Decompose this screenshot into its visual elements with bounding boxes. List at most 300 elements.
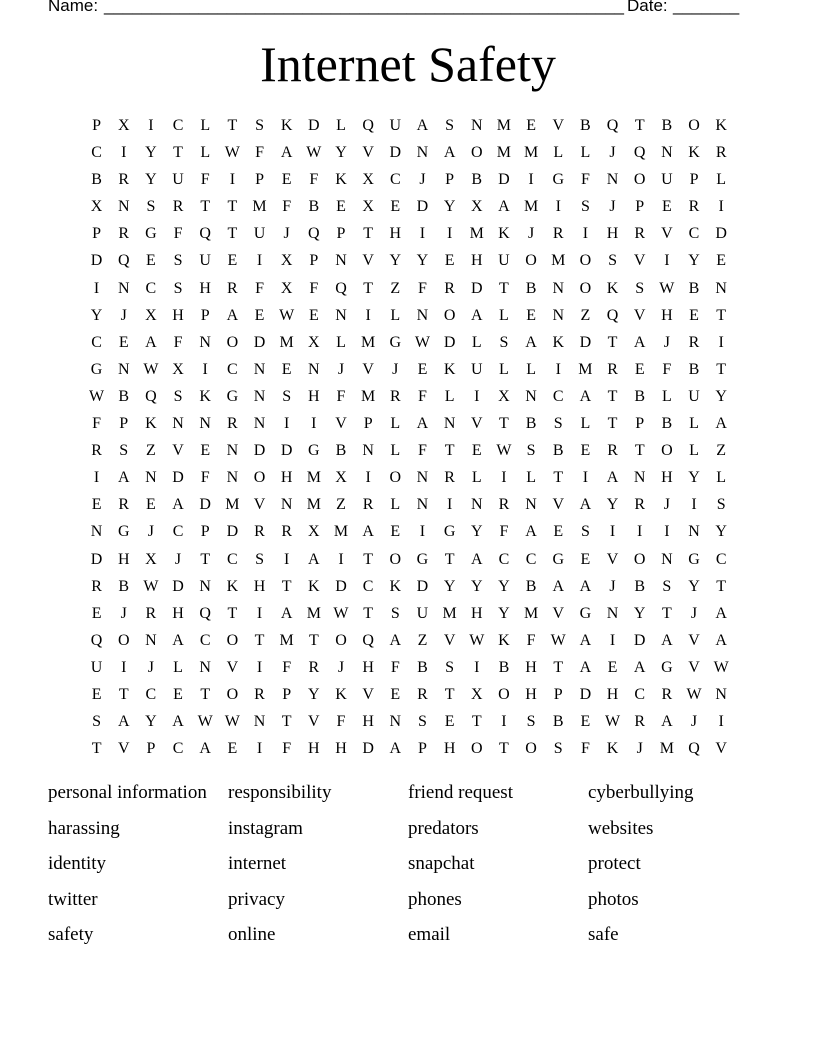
- grid-row: [83, 491, 735, 518]
- grid-letter: N: [199, 577, 211, 595]
- grid-letter: P: [635, 198, 645, 216]
- grid-letter: D: [253, 442, 266, 460]
- grid-letter: T: [634, 117, 645, 134]
- grid-letter: K: [335, 685, 347, 703]
- grid-letter: H: [199, 279, 211, 297]
- grid-letter: N: [416, 469, 429, 487]
- grid-letter: F: [200, 171, 210, 189]
- grid-letter: F: [173, 333, 183, 351]
- grid-letter: C: [227, 550, 238, 568]
- grid-letter: B: [552, 713, 564, 731]
- grid-letter: S: [553, 415, 563, 433]
- grid-letter: Q: [199, 225, 211, 243]
- grid-row: [83, 627, 735, 654]
- grid-letter: U: [253, 225, 266, 243]
- word-bank-item: phones: [408, 888, 462, 910]
- grid-letter: H: [280, 469, 293, 487]
- word-bank-item: protect: [588, 853, 641, 875]
- grid-letter: S: [526, 442, 536, 460]
- grid-letter: G: [416, 550, 429, 568]
- grid-letter: V: [362, 685, 374, 703]
- grid-letter: S: [390, 604, 400, 622]
- grid-letter: A: [525, 333, 537, 351]
- grid-letter: T: [716, 306, 727, 324]
- grid-letter: C: [525, 550, 537, 568]
- grid-letter: E: [390, 198, 401, 216]
- grid-letter: M: [252, 198, 267, 216]
- grid-letter: P: [418, 740, 427, 758]
- grid-letter: W: [469, 631, 485, 649]
- grid-letter: S: [445, 658, 455, 676]
- grid-letter: I: [555, 360, 561, 378]
- grid-letter: Y: [389, 252, 402, 270]
- grid-letter: M: [496, 144, 512, 162]
- grid-letter: A: [606, 469, 619, 487]
- grid-letter: T: [499, 740, 509, 758]
- grid-letter: P: [689, 171, 699, 189]
- grid-letter: N: [280, 496, 293, 514]
- grid-letter: Z: [417, 631, 428, 649]
- grid-letter: C: [172, 523, 184, 541]
- grid-letter: F: [200, 469, 210, 487]
- grid-letter: E: [173, 685, 183, 703]
- grid-letter: N: [199, 658, 211, 676]
- grid-letter: N: [552, 306, 565, 324]
- word-bank-item: websites: [588, 817, 654, 839]
- grid-letter: Z: [580, 306, 591, 324]
- grid-letter: O: [226, 631, 239, 649]
- grid-letter: A: [389, 740, 402, 758]
- word-bank-item: safety: [48, 924, 94, 946]
- grid-letter: Y: [145, 713, 157, 731]
- grid-letter: E: [281, 171, 292, 189]
- grid-letter: E: [417, 360, 428, 378]
- word-bank-item: predators: [408, 817, 479, 839]
- grid-letter: O: [525, 740, 537, 758]
- grid-letter: M: [659, 740, 674, 758]
- grid-letter: X: [308, 523, 320, 541]
- grid-letter: H: [661, 306, 673, 324]
- grid-letter: X: [362, 198, 374, 216]
- grid-letter: D: [362, 740, 374, 758]
- grid-letter: E: [689, 306, 699, 324]
- grid-letter: F: [418, 387, 427, 405]
- grid-letter: O: [661, 442, 673, 460]
- grid-letter: R: [227, 279, 238, 297]
- grid-letter: I: [637, 523, 643, 541]
- grid-letter: A: [280, 144, 293, 162]
- grid-letter: R: [254, 685, 265, 703]
- grid-letter: S: [580, 198, 590, 216]
- grid-letter: D: [633, 631, 646, 649]
- grid-letter: I: [718, 333, 724, 351]
- grid-letter: B: [525, 415, 537, 433]
- grid-letter: T: [444, 442, 455, 460]
- grid-letter: L: [390, 496, 401, 514]
- grid-letter: A: [172, 496, 184, 514]
- grid-letter: S: [173, 252, 183, 270]
- grid-letter: M: [306, 469, 321, 487]
- grid-letter: H: [172, 306, 184, 324]
- grid-letter: D: [579, 685, 592, 703]
- grid-letter: D: [253, 333, 266, 351]
- grid-letter: C: [145, 279, 157, 297]
- grid-letter: K: [280, 117, 293, 134]
- grid-letter: H: [362, 658, 374, 676]
- grid-letter: A: [525, 523, 537, 541]
- grid-letter: O: [633, 171, 646, 189]
- grid-letter: J: [337, 658, 345, 676]
- grid-letter: J: [609, 144, 616, 162]
- grid-letter: T: [607, 387, 618, 405]
- grid-letter: E: [390, 685, 401, 703]
- grid-letter: L: [471, 333, 482, 351]
- grid-row: [83, 600, 735, 627]
- grid-letter: E: [526, 306, 536, 324]
- grid-letter: N: [253, 415, 266, 433]
- grid-letter: I: [474, 387, 480, 405]
- grid-letter: U: [498, 252, 510, 270]
- grid-letter: N: [117, 198, 130, 216]
- grid-letter: I: [528, 171, 534, 189]
- grid-letter: A: [172, 631, 184, 649]
- grid-letter: X: [335, 469, 347, 487]
- grid-letter: Y: [145, 144, 157, 162]
- grid-letter: Q: [362, 631, 374, 649]
- grid-letter: O: [443, 306, 456, 324]
- grid-letter: L: [689, 442, 699, 460]
- grid-row: [83, 681, 735, 708]
- date-line: _______: [673, 0, 740, 15]
- grid-letter: T: [363, 604, 374, 622]
- grid-letter: W: [550, 631, 566, 649]
- grid-letter: D: [443, 333, 456, 351]
- grid-letter: I: [148, 117, 154, 134]
- grid-letter: S: [146, 198, 156, 216]
- grid-letter: M: [306, 604, 321, 622]
- grid-letter: T: [661, 604, 672, 622]
- grid-letter: E: [553, 523, 564, 541]
- grid-letter: D: [226, 523, 239, 541]
- grid-row: [83, 410, 735, 437]
- grid-letter: M: [523, 604, 539, 622]
- grid-letter: K: [443, 360, 456, 378]
- grid-letter: M: [361, 387, 376, 405]
- grid-letter: E: [580, 442, 591, 460]
- grid-letter: Y: [90, 306, 103, 324]
- grid-letter: P: [635, 415, 645, 433]
- grid-letter: H: [606, 225, 619, 243]
- grid-letter: J: [663, 333, 670, 351]
- grid-letter: E: [146, 252, 156, 270]
- grid-letter: F: [580, 171, 590, 189]
- grid-letter: W: [224, 713, 240, 731]
- grid-letter: F: [309, 279, 319, 297]
- grid-letter: W: [143, 577, 159, 595]
- grid-letter: M: [361, 333, 376, 351]
- grid-letter: Q: [606, 117, 619, 134]
- grid-letter: L: [580, 415, 591, 433]
- grid-letter: V: [308, 713, 320, 731]
- grid-letter: A: [715, 604, 727, 622]
- grid-letter: I: [256, 740, 263, 758]
- grid-letter: C: [715, 550, 727, 568]
- grid-letter: C: [362, 577, 374, 595]
- grid-letter: U: [661, 171, 673, 189]
- grid-letter: F: [526, 631, 536, 649]
- grid-letter: G: [688, 550, 700, 568]
- grid-letter: Z: [146, 442, 156, 460]
- grid-letter: E: [254, 306, 265, 324]
- grid-letter: Q: [199, 604, 211, 622]
- grid-letter: X: [172, 360, 184, 378]
- grid-letter: D: [470, 279, 483, 297]
- grid-letter: S: [173, 279, 183, 297]
- grid-letter: L: [580, 144, 591, 162]
- grid-letter: G: [308, 442, 320, 460]
- grid-letter: L: [471, 469, 482, 487]
- grid-letter: I: [718, 713, 724, 731]
- grid-letter: I: [609, 523, 616, 541]
- grid-letter: D: [335, 577, 347, 595]
- grid-letter: V: [688, 631, 700, 649]
- grid-letter: O: [688, 117, 700, 134]
- grid-letter: K: [715, 117, 727, 134]
- grid-letter: V: [362, 144, 374, 162]
- grid-letter: P: [363, 415, 373, 433]
- grid-letter: F: [390, 658, 400, 676]
- grid-letter: N: [145, 631, 157, 649]
- grid-letter: K: [552, 333, 565, 351]
- grid-letter: R: [552, 225, 564, 243]
- grid-letter: E: [580, 713, 591, 731]
- grid-letter: D: [199, 496, 211, 514]
- grid-letter: T: [254, 631, 265, 649]
- grid-letter: B: [498, 658, 510, 676]
- grid-letter: R: [688, 198, 700, 216]
- grid-letter: D: [416, 198, 429, 216]
- grid-letter: V: [172, 442, 184, 460]
- grid-letter: S: [418, 713, 427, 731]
- grid-letter: C: [172, 117, 184, 134]
- grid-letter: L: [444, 387, 455, 405]
- grid-letter: X: [470, 685, 483, 703]
- grid-letter: H: [335, 740, 347, 758]
- grid-row: [83, 437, 735, 464]
- grid-letter: S: [255, 117, 264, 134]
- grid-letter: R: [661, 685, 673, 703]
- grid-letter: F: [282, 658, 292, 676]
- grid-letter: O: [117, 631, 130, 649]
- grid-letter: R: [688, 333, 700, 351]
- grid-letter: F: [255, 279, 264, 297]
- grid-letter: A: [416, 117, 429, 134]
- grid-row: [83, 356, 735, 383]
- grid-letter: I: [93, 279, 100, 297]
- worksheet-header: [48, 0, 748, 20]
- grid-letter: L: [390, 415, 401, 433]
- grid-row: [83, 708, 735, 735]
- grid-letter: J: [636, 740, 643, 758]
- grid-letter: M: [442, 604, 457, 622]
- grid-letter: X: [308, 333, 320, 351]
- grid-letter: U: [199, 252, 211, 270]
- grid-letter: T: [363, 279, 374, 297]
- grid-letter: I: [664, 523, 670, 541]
- grid-letter: V: [552, 496, 565, 514]
- grid-letter: P: [146, 740, 156, 758]
- grid-letter: D: [498, 171, 510, 189]
- grid-letter: Y: [688, 577, 700, 595]
- grid-letter: A: [579, 631, 592, 649]
- grid-letter: S: [635, 279, 645, 297]
- grid-letter: U: [172, 171, 184, 189]
- grid-letter: O: [498, 685, 510, 703]
- grid-letter: H: [172, 604, 184, 622]
- grid-letter: D: [308, 117, 320, 134]
- grid-letter: N: [389, 713, 402, 731]
- grid-letter: T: [716, 577, 727, 595]
- grid-letter: A: [443, 144, 456, 162]
- grid-letter: N: [335, 306, 347, 324]
- grid-letter: O: [389, 550, 402, 568]
- grid-letter: A: [199, 740, 211, 758]
- grid-letter: O: [389, 469, 402, 487]
- grid-letter: T: [173, 144, 183, 162]
- grid-letter: H: [606, 685, 619, 703]
- grid-letter: V: [715, 740, 727, 758]
- grid-letter: G: [226, 387, 239, 405]
- grid-letter: M: [469, 225, 484, 243]
- grid-letter: T: [607, 415, 618, 433]
- grid-letter: B: [308, 198, 320, 216]
- grid-letter: A: [362, 523, 374, 541]
- grid-letter: D: [280, 442, 293, 460]
- grid-letter: A: [416, 415, 429, 433]
- grid-letter: U: [389, 117, 402, 134]
- grid-letter: I: [582, 225, 589, 243]
- grid-letter: E: [526, 117, 536, 134]
- word-bank-item: internet: [228, 853, 287, 875]
- grid-letter: T: [444, 685, 455, 703]
- grid-letter: R: [634, 713, 646, 731]
- page-title: Internet Safety: [260, 36, 556, 92]
- grid-letter: P: [553, 685, 563, 703]
- grid-letter: N: [308, 360, 320, 378]
- word-bank-item: online: [228, 924, 276, 946]
- grid-letter: A: [280, 604, 293, 622]
- grid-letter: N: [416, 496, 429, 514]
- grid-letter: J: [609, 577, 616, 595]
- grid-letter: C: [172, 740, 184, 758]
- grid-letter: B: [525, 577, 537, 595]
- grid-letter: T: [200, 685, 211, 703]
- grid-letter: B: [118, 577, 130, 595]
- grid-letter: S: [92, 713, 102, 731]
- grid-letter: L: [526, 469, 536, 487]
- grid-row: [83, 275, 735, 302]
- grid-letter: R: [444, 279, 455, 297]
- grid-letter: G: [552, 171, 565, 189]
- grid-letter: J: [392, 360, 399, 378]
- grid-letter: M: [279, 631, 294, 649]
- word-bank-item: cyberbullying: [588, 782, 694, 803]
- grid-letter: S: [608, 252, 617, 270]
- grid-letter: T: [308, 631, 319, 649]
- grid-letter: H: [308, 740, 320, 758]
- grid-letter: E: [91, 496, 102, 514]
- grid-letter: E: [471, 442, 482, 460]
- grid-letter: T: [227, 117, 238, 134]
- grid-letter: E: [227, 740, 238, 758]
- grid-letter: T: [200, 198, 211, 216]
- grid-letter: K: [498, 631, 510, 649]
- grid-letter: V: [117, 740, 130, 758]
- grid-letter: Q: [362, 117, 374, 134]
- grid-letter: U: [688, 387, 700, 405]
- grid-letter: G: [389, 333, 402, 351]
- grid-letter: Q: [688, 740, 700, 758]
- grid-letter: A: [661, 713, 673, 731]
- word-search-grid: [83, 112, 735, 762]
- grid-letter: P: [282, 685, 292, 703]
- word-bank-item: safe: [588, 924, 619, 946]
- grid-row: [83, 220, 735, 247]
- grid-letter: B: [688, 360, 700, 378]
- grid-letter: V: [552, 117, 565, 134]
- grid-letter: E: [200, 442, 211, 460]
- grid-letter: E: [607, 658, 618, 676]
- grid-letter: E: [661, 198, 672, 216]
- grid-letter: T: [553, 469, 564, 487]
- grid-letter: J: [120, 604, 127, 622]
- grid-letter: O: [253, 469, 266, 487]
- grid-letter: B: [688, 279, 700, 297]
- grid-letter: E: [91, 604, 102, 622]
- grid-letter: A: [579, 577, 592, 595]
- grid-letter: T: [227, 198, 238, 216]
- grid-letter: I: [256, 252, 263, 270]
- grid-letter: T: [716, 360, 727, 378]
- name-line: _______________________________________________________: [104, 0, 625, 15]
- grid-letter: Y: [416, 252, 429, 270]
- grid-letter: V: [470, 415, 483, 433]
- grid-letter: Q: [308, 225, 320, 243]
- grid-letter: C: [389, 171, 401, 189]
- grid-letter: N: [226, 442, 239, 460]
- grid-letter: W: [197, 713, 213, 731]
- grid-letter: T: [200, 550, 211, 568]
- grid-letter: R: [91, 442, 102, 460]
- grid-letter: I: [664, 252, 670, 270]
- grid-letter: E: [390, 523, 401, 541]
- grid-letter: M: [225, 496, 240, 514]
- grid-letter: R: [498, 496, 510, 514]
- grid-letter: H: [389, 225, 402, 243]
- grid-letter: S: [445, 117, 455, 134]
- grid-letter: K: [335, 171, 347, 189]
- grid-letter: U: [470, 360, 483, 378]
- grid-letter: F: [255, 144, 264, 162]
- grid-letter: X: [470, 198, 483, 216]
- grid-letter: J: [337, 360, 345, 378]
- grid-letter: C: [145, 685, 157, 703]
- grid-letter: Y: [688, 469, 700, 487]
- grid-letter: N: [443, 415, 456, 433]
- grid-letter: R: [362, 496, 374, 514]
- grid-letter: E: [444, 713, 455, 731]
- grid-letter: Y: [633, 604, 646, 622]
